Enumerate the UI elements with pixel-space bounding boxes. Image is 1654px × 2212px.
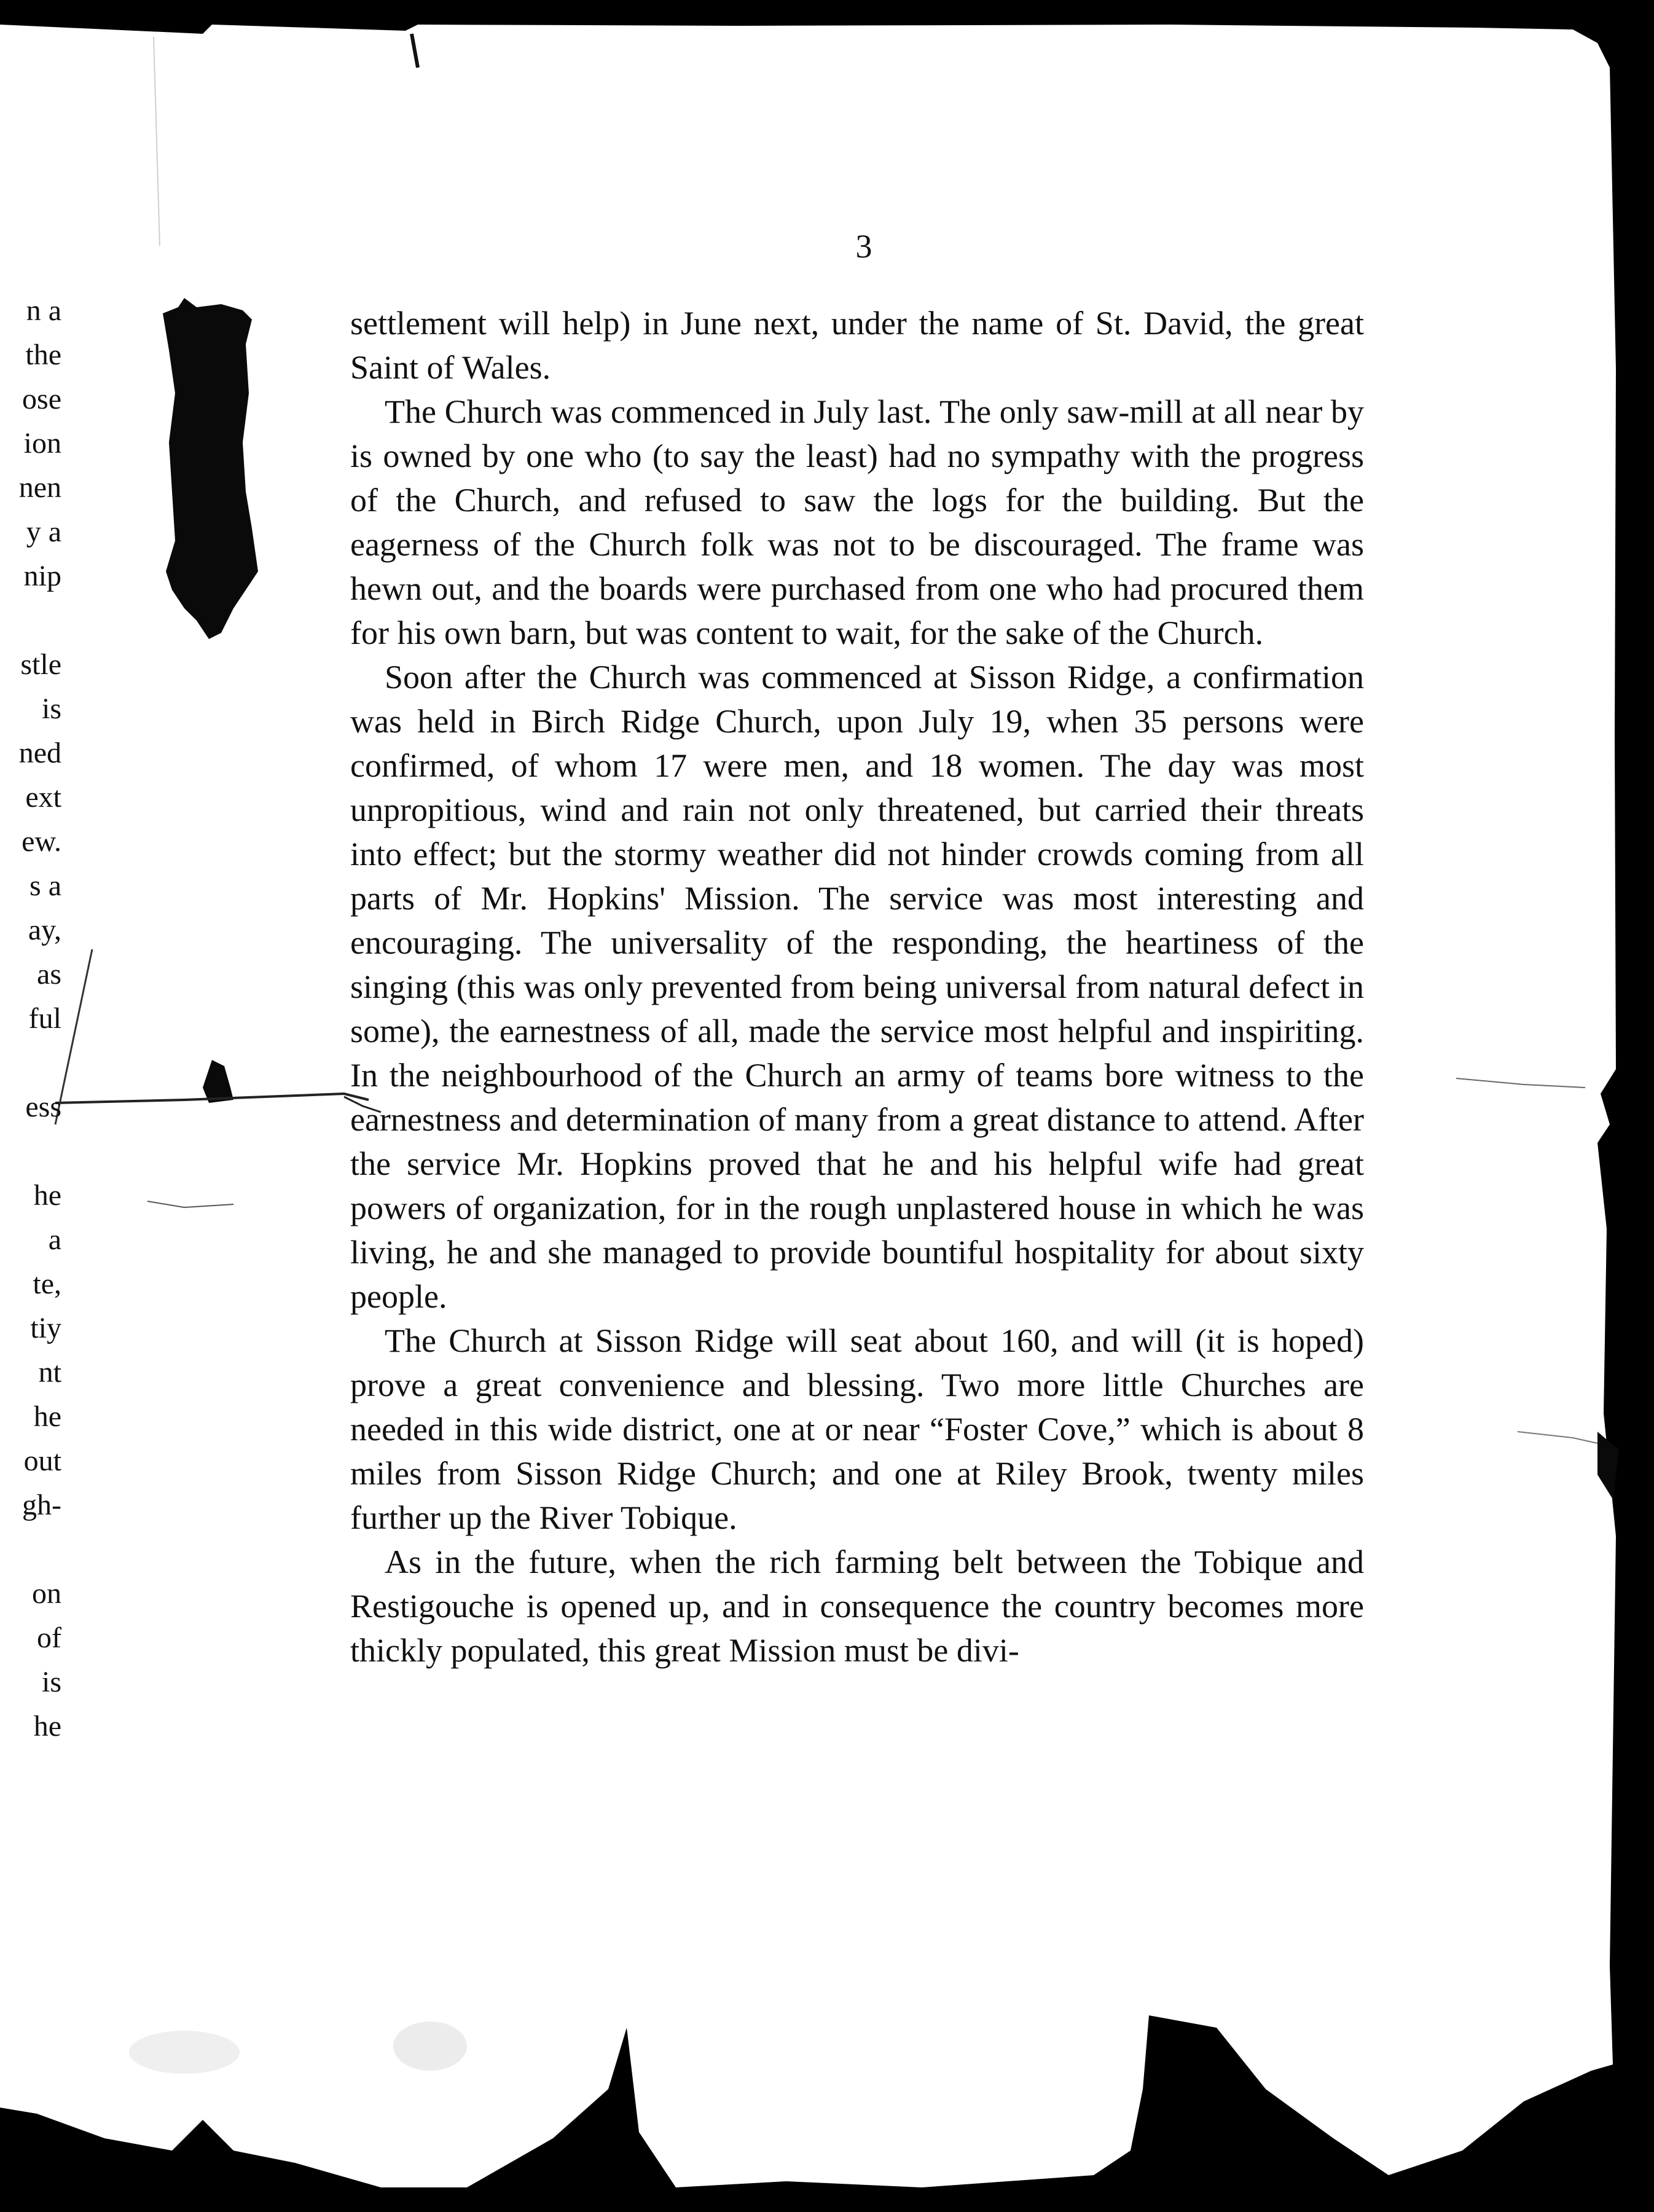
fragment-line: is [41, 1666, 61, 1698]
fragment-line: he [33, 1710, 61, 1743]
fragment-line: a [48, 1223, 61, 1256]
paragraph-5: As in the future, when the rich farming belt between the Tobique and Restigouche is opened up, and in consequence the country becomes more thickly populated, this great Mission must be divi- [350, 1543, 1364, 1669]
paragraph-2: The Church was commenced in July last. The only saw-mill at all near by is owned by one who (to say the least) had no sympathy with the progress of the Church, and refused to saw the logs for the building. But the eagerness of the Church folk was not to be discouraged. The frame was hewn out, and the boards were purchased from one who had procured them for his own barn, but was content to wait, for the sake of the Church. [350, 393, 1364, 651]
fragment-line [0, 598, 61, 643]
fragment-line: ay, [28, 914, 61, 946]
fragment-line: of [37, 1622, 61, 1654]
fragment-line: gh- [22, 1489, 61, 1521]
fragment-line: ext [25, 781, 61, 814]
paragraph-3: Soon after the Church was commenced at Sisson Ridge, a confirmation was held in Birch Ridge Church, upon July 19, when 35 persons were confirmed, of whom 17 were men, and 18 women. The day was most unpropitious, wind and rain not only threatened, but carried their threats into effect; but the stormy weather did not hinder crowds coming from all parts of Mr. Hopkins' Mission. The service was most interesting and encouraging. The universality of the responding, the heartiness of the singing (this was only prevented from being universal from natural defect in some), the earnestness of all, made the service most helpful and inspiriting. In the neighbourhood of the Church an army of teams bore witness to the earnestness and determination of many from a great distance to attend. After the service Mr. Hopkins proved that he and his helpful wife had great powers of organization, for in the rough unplastered house in which he was living, he and she managed to provide bountiful hospitality for about sixty people. [350, 659, 1364, 1315]
fragment-line: y a [26, 516, 61, 548]
fragment-line: te, [33, 1268, 61, 1300]
fragment-line: nip [23, 560, 61, 592]
fragment-line: n a [26, 294, 61, 327]
fragment-line: stle [20, 648, 61, 681]
fragment-line: ion [23, 427, 61, 460]
fragment-line: as [37, 958, 61, 990]
fragment-line [0, 1528, 61, 1572]
fragment-line [0, 1041, 61, 1085]
fragment-line: he [33, 1179, 61, 1212]
adjacent-page-fragment [0, 289, 61, 1763]
fragment-line: s a [29, 869, 61, 902]
fragment-line: he [33, 1400, 61, 1433]
fragment-line: on [32, 1577, 61, 1610]
paragraph-4: The Church at Sisson Ridge will seat about 160, and will (it is hoped) prove a great convenience and blessing. Two more little Churches are needed in this wide district, one at or near “Foster Cove,” which is about 8 miles from Sisson Ridge Church; and one at Riley Brook, twenty miles further up the River Tobique. [350, 1322, 1364, 1536]
fragment-line: out [23, 1445, 61, 1477]
fragment-line: ew. [22, 825, 61, 858]
fragment-line: nt [38, 1356, 61, 1389]
fragment-line: ned [18, 737, 61, 769]
paragraph-1: settlement will help) in June next, under the name of St. David, the great Saint of Wales. [350, 305, 1364, 386]
page-number: 3 [855, 228, 872, 265]
fragment-line: ose [22, 383, 61, 415]
fragment-line: tiy [30, 1312, 61, 1344]
body-text [350, 301, 1364, 1673]
fragment-line [0, 1129, 61, 1174]
fragment-line: is [41, 692, 61, 725]
fragment-line: ful [28, 1002, 61, 1035]
fragment-line: the [25, 339, 61, 371]
fragment-line: ess [25, 1091, 61, 1123]
fragment-line: nen [18, 471, 61, 504]
